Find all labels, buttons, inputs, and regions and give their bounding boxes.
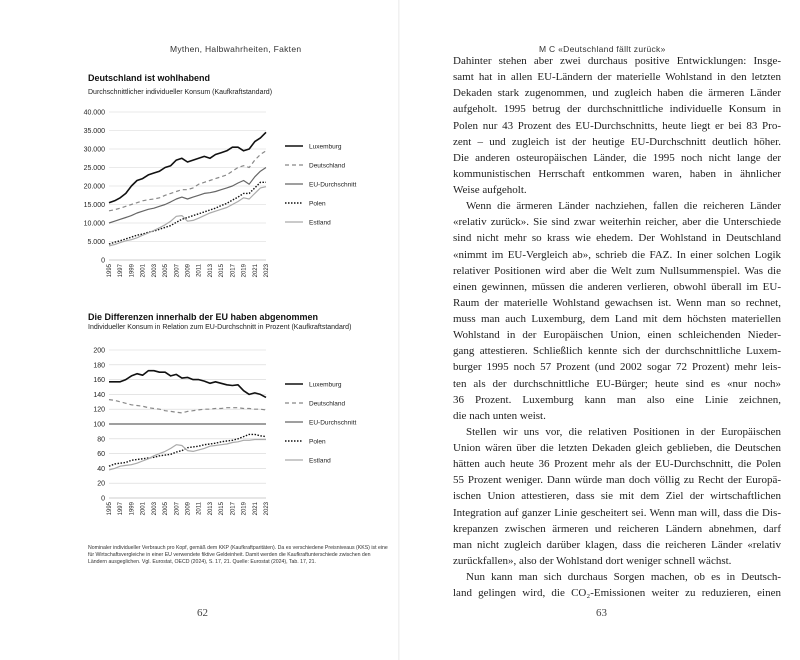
x-tick-label: 1995	[107, 502, 113, 516]
x-tick-label: 2009	[185, 502, 192, 516]
x-tick-label: 2019	[241, 502, 248, 516]
legend-label: Polen	[309, 438, 326, 446]
legend-label: Deutschland	[309, 162, 346, 170]
text-line: Polen nur 43 Prozent des EU-Durchschnitts, heute liegt er bei 83 Pro-	[453, 119, 781, 132]
page-number-right: 63	[596, 607, 607, 619]
text-line: Dahinter stehen aber zwei durchaus positive Entwicklungen: Insge-	[453, 55, 781, 67]
text-line: burger 1995 noch 57 Prozent (und 2002 sogar 72 Prozent) mehr leis-	[453, 361, 781, 374]
text-line: gang attestieren. Schließlich kennte sich der durchschnittliche Luxem-	[453, 345, 781, 358]
y-tick-label: 5.000	[87, 239, 105, 246]
x-tick-label: 2007	[174, 264, 181, 278]
y-tick-label: 25.000	[83, 165, 105, 172]
x-tick-label: 2011	[196, 264, 203, 277]
text-line: man nicht zugleich darüber klagen, dass die reicheren Länder «relativ	[453, 538, 781, 551]
text-line: sind nicht mehr so krass wie ehedem. Der Wohlstand in Deutschland	[453, 232, 781, 245]
x-tick-label: 2011	[196, 502, 203, 515]
x-tick-label: 2013	[207, 264, 214, 278]
text-line: hätten auch heute 36 Prozent mehr als der EU-Durchschnitt, die Polen	[453, 458, 781, 471]
text-line: Integration auf ganzer Linie gescheitert sei. Wenn man will, dass die Dis-	[453, 506, 781, 519]
legend-label: EU-Durchschnitt	[309, 181, 357, 189]
text-line: 36 Prozent. Luxemburg kann man also eine Linie zeichnen,	[453, 393, 781, 406]
text-line: einen gewinnen, müssen die anderen verlieren, obwohl überall im EU-	[453, 280, 781, 293]
text-line: die nach unten weist.	[453, 409, 546, 422]
text-line: «relativ zurück». Sie sind zwar weiterhin reicher, aber die Unterschiede	[453, 216, 781, 229]
text-line: Raum der materielle Wohlstand gewachsen ist. Wenn man so rechnet,	[453, 296, 781, 309]
text-line: ten als der durchschnittliche EU-Bürger; heute sind es «nur noch»	[453, 377, 781, 390]
x-tick-label: 2015	[219, 264, 226, 278]
text-line: muss man auch Luxemburg, dem Land mit dem höchsten materiellen	[453, 313, 781, 325]
footnote: Nominaler individueller Verbrauch pro Kopf, gemäß dem KKP (Kaufkraftparitäten). Da es verschiedene Preisniveaus (KKS) ist eine für Wirtschaftsvergleiche in einer EU verwendete fiktive Geldeinheit. Damit werden die Kaufkraftunterschiede zwischen den Ländern ausgeglichen. Vgl. Eurostat, OECD (2024), S. 17, 21. Quelle: Eurostat (2024), Tab. 17, 21.	[88, 545, 388, 565]
x-tick-label: 2023	[264, 264, 270, 278]
x-tick-label: 2015	[219, 502, 226, 516]
y-tick-label: 30.000	[83, 146, 105, 154]
series-line-estland	[109, 440, 266, 470]
x-tick-label: 1999	[129, 502, 136, 516]
y-tick-label: 140	[93, 391, 105, 399]
y-tick-label: 180	[93, 362, 105, 370]
x-tick-label: 2003	[151, 264, 158, 278]
x-tick-label: 2021	[252, 264, 259, 278]
text-line: kommunistischen Herrschaft entkommen waren, haben in ähnlicher	[453, 167, 781, 180]
legend-label: Estland	[309, 219, 331, 227]
y-tick-label: 80	[97, 436, 105, 444]
legend-label: Luxemburg	[309, 381, 342, 389]
x-tick-label: 2019	[241, 264, 248, 278]
legend-label: Estland	[309, 457, 331, 465]
running-head-right: M C «Deutschland fällt zurück»	[539, 44, 666, 54]
x-tick-label: 2005	[163, 264, 170, 278]
legend-label: Deutschland	[309, 400, 346, 408]
x-tick-label: 2007	[174, 502, 181, 516]
text-line: Wenn die ärmeren Länder nachziehen, fallen die reicheren Länder	[466, 200, 781, 213]
x-tick-label: 2005	[163, 502, 170, 516]
text-line: 55 Prozent weniger. Dann würde man doch völlig zu Recht der Europä-	[453, 474, 781, 487]
body-text	[453, 53, 781, 601]
y-tick-label: 100	[93, 421, 105, 429]
chart2-svg	[70, 336, 400, 536]
text-line: ischen Union attestieren, dass sie mit dem Ziel der wirtschaftlichen	[453, 490, 781, 503]
chart1-subtitle: Durchschnittlicher individueller Konsum (Kaufkraftstandard)	[88, 89, 273, 96]
x-tick-label: 2021	[252, 502, 259, 516]
x-tick-label: 2001	[140, 264, 147, 278]
text-line: «nimmt im EU-Vergleich ab», schrieb die FAZ. In einer solchen Logik	[453, 248, 781, 261]
text-line: Weise aufgeholt.	[453, 184, 527, 196]
text-line: zent – und zugleich ist der heutige EU-Durchschnitt deutlich höher.	[453, 135, 781, 148]
text-line: samt hat in allen EU-Ländern der materielle Wohlstand in den letzten	[453, 71, 781, 84]
x-tick-label: 2023	[264, 502, 270, 516]
x-tick-label: 1997	[118, 502, 125, 516]
text-line: Dekaden stark zugenommen, und zugleich haben die ärmeren Länder	[453, 87, 781, 100]
x-tick-label: 1999	[129, 264, 136, 278]
y-tick-label: 15.000	[83, 202, 105, 209]
x-tick-label: 2017	[230, 264, 237, 278]
y-tick-label: 0	[101, 257, 105, 265]
series-line-luxemburg	[109, 371, 266, 398]
text-line: Nun kann man sich durchaus Sorgen machen, ob es in Deutsch-	[466, 571, 781, 583]
page-number-left: 62	[197, 607, 208, 619]
x-tick-label: 2017	[230, 502, 237, 516]
chart1-svg	[70, 98, 400, 298]
y-tick-label: 40.000	[83, 109, 105, 117]
text-line: Union wären über die letzten Dekaden gleich geblieben, die Deutschen	[453, 442, 781, 454]
legend-label: Polen	[309, 200, 326, 208]
text-line: land gelingen wird, die CO₂-Emissionen weiter zu reduzieren, einen	[453, 587, 781, 600]
x-tick-label: 2009	[185, 264, 192, 278]
x-tick-label: 1995	[107, 264, 113, 278]
text-line: Wohlstand in der Europäischen Union, einen schleichenden Nieder-	[453, 329, 781, 342]
legend-label: EU-Durchschnitt	[309, 419, 357, 427]
y-tick-label: 0	[101, 495, 105, 503]
running-head-left: Mythen, Halbwahrheiten, Fakten	[170, 44, 302, 54]
x-tick-label: 2013	[207, 502, 214, 516]
y-tick-label: 60	[97, 451, 105, 459]
text-line: Stellen wir uns vor, die relativen Positionen in der Europäischen	[466, 425, 781, 438]
y-tick-label: 40	[97, 465, 105, 473]
x-tick-label: 2001	[140, 502, 147, 516]
y-tick-label: 160	[93, 377, 105, 385]
series-line-deutschland	[109, 400, 266, 413]
y-tick-label: 35.000	[83, 128, 105, 135]
chart1-title: Deutschland ist wohlhabend	[88, 73, 211, 83]
y-tick-label: 10.000	[83, 220, 105, 228]
text-line: krepanzen zwischen ärmeren und reicheren Ländern abnehmen, darf	[453, 522, 781, 535]
chart2-title: Die Differenzen innerhalb der EU haben abgenommen	[88, 312, 319, 322]
chart2-subtitle: Individueller Konsum in Relation zum EU-Durchschnitt in Prozent (Kaufkraftstandard)	[88, 324, 352, 331]
legend-label: Luxemburg	[309, 143, 342, 151]
text-line: relativer Positionen wird aber die Welt zum Nullsummenspiel. Was die	[453, 264, 781, 277]
series-line-polen	[109, 182, 266, 244]
x-tick-label: 1997	[118, 264, 125, 278]
text-line: zurückfallen», also der Wohlstand dort weniger schnell wächst.	[453, 554, 732, 567]
text-line: aufgeholt. 1995 betrug der durchschnittliche individuelle Konsum in	[453, 103, 781, 116]
series-line-eu-durchschnitt	[109, 168, 266, 224]
y-tick-label: 20.000	[83, 183, 105, 191]
y-tick-label: 120	[93, 406, 105, 414]
y-tick-label: 20	[97, 480, 105, 488]
text-line: Die anderen osteuropäischen Länder, die 1995 noch nicht lange der	[453, 151, 781, 164]
y-tick-label: 200	[93, 347, 105, 355]
x-tick-label: 2003	[151, 502, 158, 516]
